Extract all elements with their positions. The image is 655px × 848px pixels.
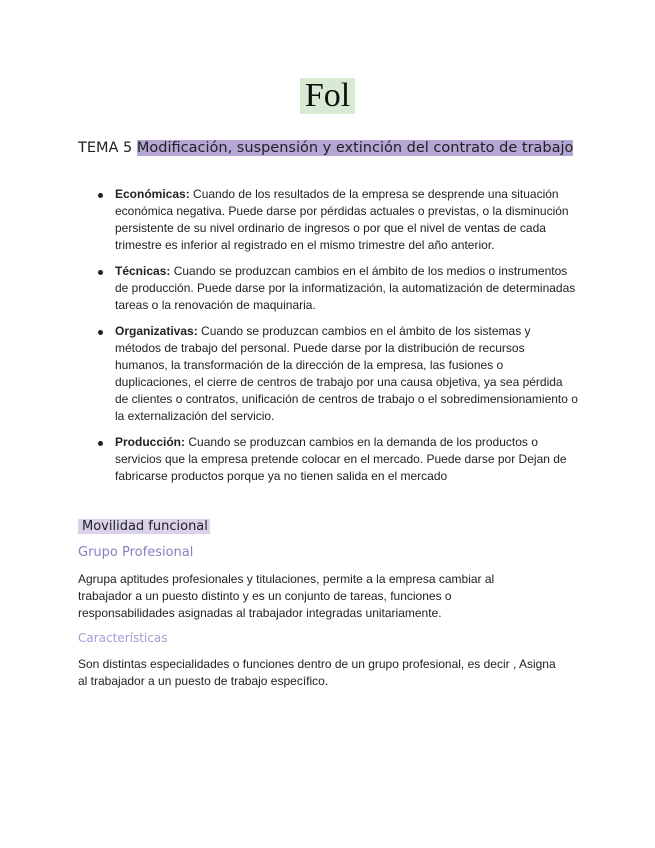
topic-highlight: Modificación, suspensión y extinción del contrato de trabajo xyxy=(136,140,574,156)
cause-text: Cuando se produzcan cambios en el ámbito de los medios o instrumentos de producción. Puede darse por la informatización, la automatización de determinadas tareas o la renovación de maquinaria. xyxy=(115,264,576,312)
title-wrapper xyxy=(0,78,655,114)
grupo-paragraph: Agrupa aptitudes profesionales y titulaciones, permite a la empresa cambiar al trabajador a un puesto distinto y es un conjunto de tareas, funciones o responsabilidades asignadas al trabajador integradas unitariamente. xyxy=(78,572,495,620)
document-title: Fol xyxy=(300,78,355,114)
cause-label: Organizativas: xyxy=(115,324,198,338)
grupo-heading: Grupo Profesional xyxy=(78,545,194,560)
causes-list xyxy=(78,186,578,494)
section-title xyxy=(78,518,210,536)
list-item xyxy=(78,323,578,425)
list-item xyxy=(78,186,578,254)
section-title-text: Movilidad funcional xyxy=(78,519,210,534)
topic-prefix: TEMA 5 xyxy=(78,140,137,156)
list-item xyxy=(78,434,578,485)
cause-text: Cuando se produzcan cambios en el ámbito de los sistemas y métodos de trabajo del personal. Puede darse por la distribución de recursos humanos, la transformación de la dirección de la empresa, las fusiones o duplicaciones, el cierre de centros de trabajo por una causa objetiva, ya sea pérdida de clientes o contratos, unificación de centros de trabajo o el sobredimensionamiento o la externalización del servicio. xyxy=(115,324,578,423)
caracteristicas-paragraph: Son distintas especialidades o funciones dentro de un grupo profesional, es decir , Asigna al trabajador a un puesto de trabajo específico. xyxy=(78,657,556,688)
cause-label: Producción: xyxy=(115,435,186,449)
list-item xyxy=(78,263,578,314)
caracteristicas-heading: Características xyxy=(78,631,168,645)
cause-label: Económicas: xyxy=(115,187,190,201)
topic-heading xyxy=(78,138,578,158)
cause-text: Cuando se produzcan cambios en la demanda de los productos o servicios que la empresa pretende colocar en el mercado. Puede darse por Dejan de fabricarse productos porque ya no tienen salida en el mercado xyxy=(115,435,567,483)
cause-text: Cuando de los resultados de la empresa se desprende una situación económica negativa. Puede darse por pérdidas actuales o previstas, o la disminución persistente de su nivel ordinario de ingresos o por que el nivel de ventas de cada trimestre es inferior al registrado en el mismo trimestre del año anterior. xyxy=(115,187,569,252)
cause-label: Técnicas: xyxy=(115,264,171,278)
